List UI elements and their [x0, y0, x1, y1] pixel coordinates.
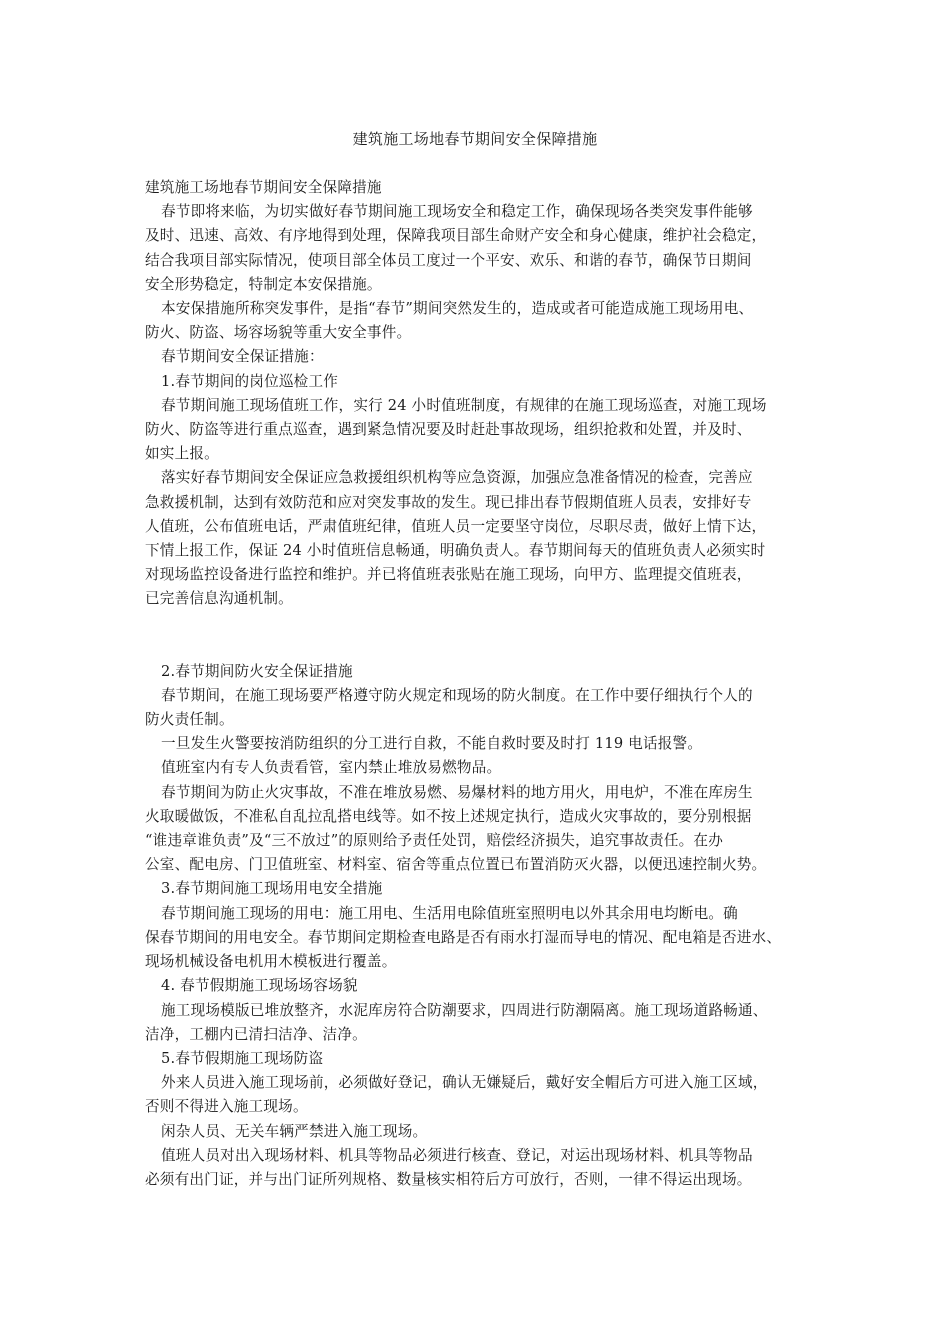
- section-1-paragraph-2: 落实好春节期间安全保证应急救援组织机构等应急资源，加强应急准备情况的检查，完善应 急救援机制，达到有效防范和应对突发事故的发生。现已排出春节假期值班人员表，安排好专 人值班，公布值班电话，严肃值班纪律，值班人员一定要坚守岗位，尽职尽责，做好上情下达， 下情上报工作，保证 24 小时值班信息畅通，明确负责人。春节期间每天的值班负责人必须实时 对现场监控设备进行监控和维护。并已将值班表张贴在施工现场，向甲方、监理提交值班表， 已完善信息沟通机制。: [145, 469, 767, 608]
- section-4-heading: 4. 春节假期施工现场场容场貌: [161, 977, 358, 995]
- section-1-heading: 1.春节期间的岗位巡检工作: [161, 372, 339, 390]
- section-3-heading: 3.春节期间施工现场用电安全措施: [161, 880, 383, 898]
- document-body: [145, 176, 815, 1192]
- section-2-paragraph-4: 春节期间为防止火灾事故，不准在堆放易燃、易爆材料的地方用火，用电炉，不准在库房生 火取暖做饭，不准私自乱拉乱搭电线等。如不按上述规定执行，造成火灾事故的，要分别根据 “谁违章谁负责”及“三不放过”的原则给予责任处罚，赔偿经济损失，追究事故责任。在办 公室、配电房、门卫值班室、材料室、宿舍等重点位置已布置消防灭火器，以便迅速控制火势。: [145, 783, 767, 874]
- section-2-paragraph-2: 一旦发生火警要按消防组织的分工进行自救，不能自救时要及时打 119 电话报警。: [161, 735, 703, 753]
- section-5-paragraph-2: 闲杂人员、无关车辆严禁进入施工现场。: [161, 1122, 428, 1140]
- section-5-heading: 5.春节假期施工现场防盗: [161, 1049, 324, 1067]
- section-1-paragraph-1: 春节期间施工现场值班工作，实行 24 小时值班制度，有规律的在施工现场巡查，对施工现场 防火、防盗等进行重点巡查，遇到紧急情况要及时赶赴事故现场，组织抢救和处置，并及时、 如实上报。: [145, 396, 767, 463]
- intro-paragraph-1: 春节即将来临，为切实做好春节期间施工现场安全和稳定工作，确保现场各类突发事件能够 及时、迅速、高效、有序地得到处理，保障我项目部生命财产安全和身心健康，维护社会稳定， 结合我项目部实际情况，使项目部全体员工度过一个平安、欢乐、和谐的春节，确保节日期间 安全形势稳定，特制定本安保措施。: [145, 203, 767, 293]
- section-2-paragraph-3: 值班室内有专人负责看管，室内禁止堆放易燃物品。: [161, 759, 502, 777]
- section-4-paragraph-1: 施工现场模版已堆放整齐，水泥库房符合防潮要求，四周进行防潮隔离。施工现场道路畅通、 洁净，工棚内已清扫洁净、洁净。: [145, 1001, 768, 1043]
- section-2-paragraph-1: 春节期间，在施工现场要严格遵守防火规定和现场的防火制度。在工作中要仔细执行个人的 防火责任制。: [145, 686, 753, 729]
- intro-paragraph-2: 本安保措施所称突发事件，是指“春节”期间突然发生的，造成或者可能造成施工现场用电、 防火、防盗、场容场貌等重大安全事件。: [145, 300, 754, 342]
- document-subtitle: 建筑施工场地春节期间安全保障措施: [145, 179, 382, 196]
- section-5-paragraph-1: 外来人员进入施工现场前，必须做好登记，确认无嫌疑后，戴好安全帽后方可进入施工区域， 否则不得进入施工现场。: [145, 1074, 768, 1116]
- measures-heading: 春节期间安全保证措施：: [161, 348, 324, 366]
- blank-space: [145, 612, 815, 660]
- section-3-paragraph-1: 春节期间施工现场的用电：施工用电、生活用电除值班室照明电以外其余用电均断电。确 保春节期间的用电安全。春节期间定期检查电路是否有雨水打湿而导电的情况、配电箱是否进水、 现场机械设备电机用木模板进行覆盖。: [145, 904, 782, 971]
- document-title: 建筑施工场地春节期间安全保障措施: [352, 130, 598, 148]
- section-5-paragraph-3: 值班人员对出入现场材料、机具等物品必须进行核查、登记，对运出现场材料、机具等物品 必须有出门证，并与出门证所列规格、数量核实相符后方可放行，否则，一律不得运出现场。: [145, 1146, 753, 1188]
- section-2-heading: 2.春节期间防火安全保证措施: [161, 662, 353, 680]
